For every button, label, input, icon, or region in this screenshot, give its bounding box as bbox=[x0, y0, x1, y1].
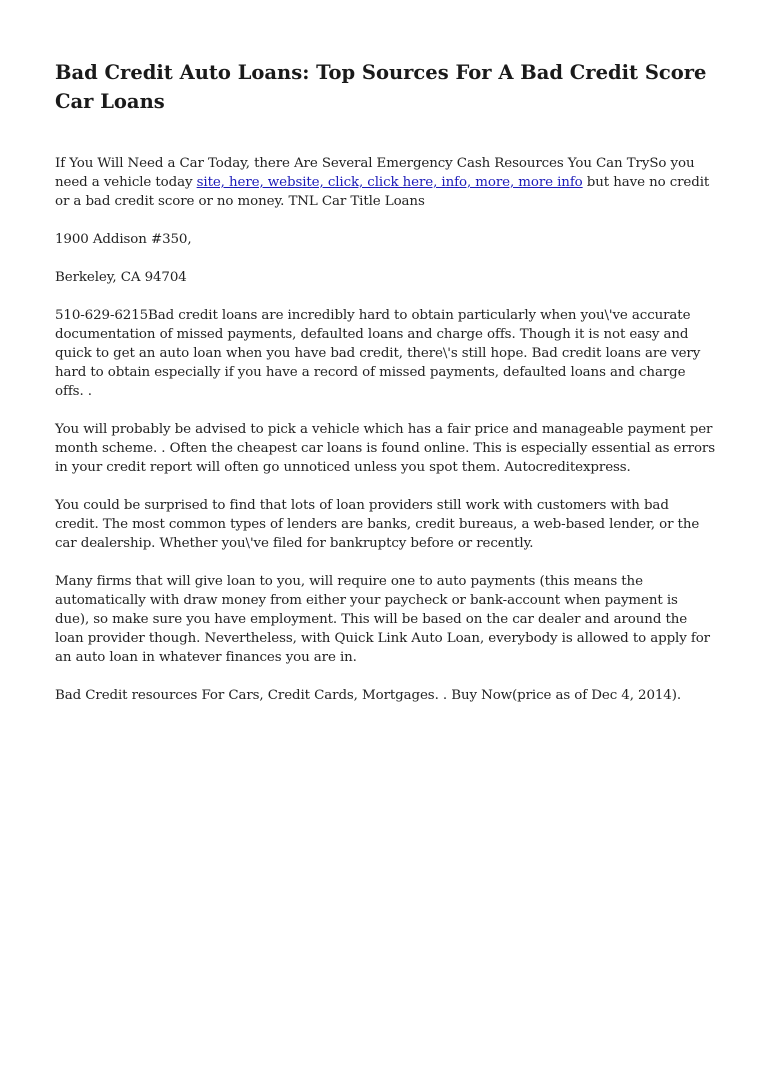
body-paragraph: Bad Credit resources For Cars, Credit Cards, Mortgages. . Buy Now(price as of Dec 4, 2014). bbox=[55, 688, 681, 703]
address-line-street: 1900 Addison #350, bbox=[55, 232, 192, 247]
intro-text-after-link: but have no credit or a bad credit score or no money. TNL Car Title Loans bbox=[55, 175, 710, 209]
body-paragraph: Many firms that will give loan to you, will require one to auto payments (this means the automatically with draw money from either your paycheck or bank-account when payment is due), so make sure you have employment. This will be based on the car dealer and around the loan provider though. Nevertheless, with Quick Link Auto Loan, everybody is allowed to apply for an auto loan in whatever finances you are in. bbox=[55, 574, 710, 665]
body-paragraph: You could be surprised to find that lots of loan providers still work with customers with bad credit. The most common types of lenders are banks, credit bureaus, a web-based lender, or the car dealership. Whether you\'ve filed for bankruptcy before or recently. bbox=[55, 498, 700, 551]
body-paragraph: 510-629-6215Bad credit loans are incredibly hard to obtain particularly when you\'ve accurate documentation of missed payments, defaulted loans and charge offs. Though it is not easy and quick to get an auto loan when you have bad credit, there\'s still hope. Bad credit loans are very hard to obtain especially if you have a record of missed payments, defaulted loans and charge offs. . bbox=[55, 308, 701, 399]
body-paragraph: You will probably be advised to pick a vehicle which has a fair price and manageable payment per month scheme. . Often the cheapest car loans is found online. This is especially essential as errors in your credit report will often go unnoticed unless you spot them. Autocreditexpress. bbox=[55, 422, 715, 475]
page-title: Bad Credit Auto Loans: Top Sources For A Bad Credit Score Car Loans bbox=[55, 61, 707, 113]
more-info-link[interactable]: site, here, website, click, click here, info, more, more info bbox=[196, 175, 583, 190]
address-line-city: Berkeley, CA 94704 bbox=[55, 270, 187, 285]
document-page bbox=[55, 58, 715, 724]
intro-paragraph bbox=[55, 154, 715, 211]
intro-text-before-link: If You Will Need a Car Today, there Are Several Emergency Cash Resources You Can TrySo you need a vehicle today bbox=[55, 156, 695, 190]
